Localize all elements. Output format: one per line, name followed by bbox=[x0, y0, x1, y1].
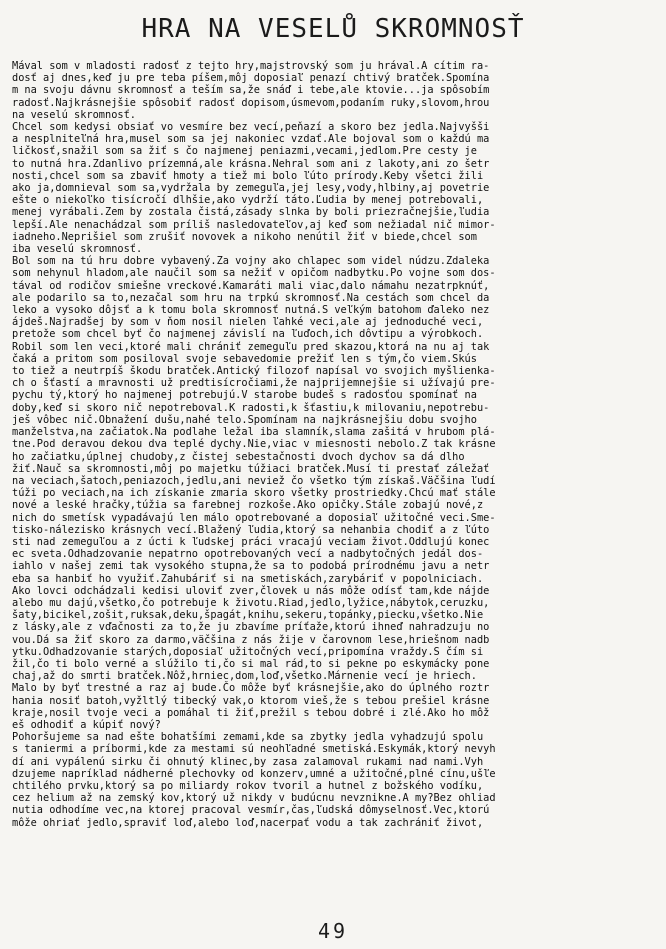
text-line: Bol som na tú hru dobre vybavený.Za vojny ako chlapec som videl núdzu.Zdaleka bbox=[12, 255, 490, 268]
text-line: radosť.Najkrásnejšie spôsobiť radosť dopisom,úsmevom,podaním ruky,slovom,hrou bbox=[12, 96, 490, 109]
text-line: dzujeme napríklad nádherné plechovky od konzerv,umné a užitočné,plné cínu,ušľe bbox=[12, 767, 496, 780]
text-line: to nutná hra.Zdanlivo prízemná,ale krásna.Nehral som ani z lakoty,ani zo šetr bbox=[12, 157, 490, 170]
text-line: túži po veciach,na ich získanie zmaria skoro všetky prostriedky.Chcú mať stále bbox=[12, 487, 496, 500]
text-line: menej vyrábali.Zem by zostala čistá,zásady slnka by boli priezračnejšie,ľudia bbox=[12, 206, 490, 219]
text-line: kraje,nosil tvoje veci a pomáhal ti žiť,prežil s tebou dobré i zlé.Ako ho môž bbox=[12, 706, 490, 719]
text-line: nové a leské hračky,túžia sa farebnej rozkoše.Ako opičky.Stále zobajú nové,z bbox=[12, 499, 484, 512]
text-line: Ako lovci odchádzali kedisi uloviť zver,človek u nás môže odísť tam,kde nájde bbox=[12, 584, 490, 597]
text-line: m na svoju dávnu skromnosť a teším sa,že snáď i tebe,ale ktovie...ja spôsobím bbox=[12, 84, 490, 97]
text-line: nich do smetísk vypadávajú len málo opotrebované a doposiaľ užitočné veci.Sme- bbox=[12, 511, 496, 524]
text-line: ešte o niekoľko tisícročí dlhšie,ako vydrží táto.Ľudia by menej potrebovali, bbox=[12, 194, 484, 207]
text-line: alebo mu dajú,všetko,čo potrebuje k životu.Riad,jedlo,lyžice,nábytok,ceruzku, bbox=[12, 596, 490, 609]
text-line: žiť.Nauč sa skromnosti,môj po majetku túžiaci bratček.Musí ti prestať záležať bbox=[12, 462, 490, 475]
text-line: nosti,chcel som sa zbaviť hmoty a tiež mi bolo ľúto prírody.Keby všetci žili bbox=[12, 169, 484, 182]
text-line: s taniermi a príbormi,kde za mestami sú neohľadné smetiská.Eskymák,ktorý nevyh bbox=[12, 743, 496, 756]
text-line: ájdeš.Najradšej by som v ňom nosil nielen ľahké veci,ale aj jednoduché veci, bbox=[12, 316, 484, 329]
text-line: na veciach,šatoch,peniazoch,jedlu,ani neviež čo všetko tým získaš.Väčšina ľudí bbox=[12, 474, 496, 487]
text-line: ješ vôbec nič.Obnažení dušu,nahé telo.Spomínam na najkrásnejšiu dobu svojho bbox=[12, 413, 477, 426]
text-line: Malo by byť trestné a raz aj bude.Čo môže byť krásnejšie,ako do úplného roztr bbox=[12, 682, 490, 695]
document-body bbox=[12, 60, 662, 920]
text-line: cez helium až na zemský kov,ktorý už nikdy v budúcnu nevznikne.A my?Bez ohliad bbox=[12, 792, 496, 805]
text-line: tne.Pod deravou dekou dva teplé dychy.Nie,viac v miesnosti nebolo.Z tak krásne bbox=[12, 438, 496, 451]
text-line: vou.Dá sa žiť skoro za darmo,väčšina z nás žije v čarovnom lese,hriešnom nadb bbox=[12, 633, 490, 646]
text-line: ale podarilo sa to,nezačal som hru na trpkú skromnosť.Na cestách som chcel da bbox=[12, 291, 490, 304]
text-line: pretože som chcel byť čo najmenej závislí na ľuďoch,ich dôvtipu a výrobkoch. bbox=[12, 328, 484, 341]
text-line: Robil som len veci,ktoré mali chrániť zemeguľu pred skazou,ktorá na nu aj tak bbox=[12, 340, 490, 353]
text-line: doby,keď si skoro nič nepotreboval.K radosti,k šťastiu,k milovaniu,nepotrebu- bbox=[12, 401, 490, 414]
document-title: HRA NA VESELŮ SKROMNOSŤ bbox=[141, 14, 525, 44]
text-line: Pohoršujeme sa nad ešte bohatšími zemami,kde sa zbytky jedla vyhadzujú spolu bbox=[12, 731, 484, 744]
text-line: lepší.Ale nenachádzal som príliš nasledovateľov,aj keď som nežiadal nič mimor- bbox=[12, 218, 496, 231]
text-line: sti nad zemeguľou a z úcti k ľudskej práci vracajú veciam život.Oddlujú konec bbox=[12, 535, 490, 548]
text-line: ytku.Odhadzovanie starých,doposiaľ užitočných vecí,pripomína vraždy.S čím si bbox=[12, 645, 484, 658]
text-line: chtilého prvku,ktorý sa po miliardy rokov tvoril a hutnel z božského vodíku, bbox=[12, 779, 484, 792]
text-line: môže ohriať jedlo,spraviť loď,alebo loď,nacerpať vodu a tak zachrániť život, bbox=[12, 816, 484, 829]
text-line: eš odhodiť a kúpiť nový? bbox=[12, 718, 161, 731]
text-line: iadneho.Neprišiel som zrušiť novovek a nikoho nenútil žiť v biede,chcel som bbox=[12, 230, 477, 243]
text-line: čaká a pritom som posiloval svoje sebavedomie prežiť len s tým,čo viem.Skús bbox=[12, 352, 477, 365]
text-line: pychu tý,ktorý ho najmenej potrebujú.V starobe budeš s radosťou spomínať na bbox=[12, 389, 477, 402]
text-line: Chcel som kedysi obsiať vo vesmíre bez vecí,peňazí a skoro bez jedla.Najvyšši bbox=[12, 121, 490, 134]
text-line: šaty,bicikel,zošit,ruksak,deku,špagát,knihu,sekeru,topánky,piecku,všetko.Nie bbox=[12, 609, 484, 622]
text-line: eba sa hanbiť ho využiť.Zahubáriť si na smetiskách,zarybáriť v popolniciach. bbox=[12, 572, 484, 585]
text-line: hania nosiť batoh,vyžltlý tibecký vak,o ktorom vieš,že s tebou prešiel krásne bbox=[12, 694, 490, 707]
text-line: to tiež a neutrpíš škodu bratček.Antický filozof napísal vo svojich myšlienka- bbox=[12, 365, 496, 378]
text-line: iahlo v našej zemi tak vysokého stupna,že sa to podobá prírodnému javu a netr bbox=[12, 560, 490, 573]
text-line: ličkosť,snažil som sa žiť s čo najmenej peniazmi,vecami,jedlom.Pre cesty je bbox=[12, 145, 477, 158]
text-line: nutia odhodíme vec,na ktorej pracoval vesmír,čas,ľudská dômyselnosť.Vec,ktorú bbox=[12, 804, 490, 817]
page-number: 49 bbox=[317, 919, 349, 943]
text-line: manželstva,na začiatok.Na podlahe ležal iba slamník,slama zašitá v hrubom plá- bbox=[12, 426, 496, 439]
text-line: Mával som v mladosti radosť z tejto hry,majstrovský som ju hrával.A cítim ra- bbox=[12, 60, 490, 72]
text-line: a nesplniteľná hra,musel som sa jej nakoniec vzdať.Ale bojoval som o každú ma bbox=[12, 133, 490, 146]
text-line: ch o šťastí a mravnosti už predtisícročiami,že najprijemnejšie si užívajú pre- bbox=[12, 377, 496, 390]
text-line: tával od rodičov smiešne vreckové.Kamaráti mali viac,dalo námahu nezatrpknúť, bbox=[12, 279, 490, 292]
text-line: z lásky,ale z vďačnosti za to,že ju zbavíme príťaže,ktorú ihneď nahradzuju no bbox=[12, 621, 490, 634]
text-line: ako ja,domnieval som sa,vydržala by zemeguľa,jej lesy,vody,hlbiny,aj povetrie bbox=[12, 182, 490, 195]
text-line: ec sveta.Odhadzovanie nepatrno opotrebovaných vecí a nadbytočných jedál dos- bbox=[12, 548, 484, 561]
text-line: tisko-nálezisko krásnych vecí.Blažený ľudia,ktorý sa nehanbia chodiť a z ľúto bbox=[12, 523, 490, 536]
text-line: dí ani vypálenú sirku či ohnutý klinec,by zasa zalamoval rukami nad nami.Vyh bbox=[12, 755, 484, 768]
text-line: na veselú skromnosť. bbox=[12, 108, 136, 121]
text-line: chaj,až do smrti bratček.Nôž,hrniec,dom,loď,všetko.Márnenie vecí je hriech. bbox=[12, 670, 477, 683]
text-line: dosť aj dnes,keď ju pre teba píšem,môj doposiaľ penazí chtivý bratček.Spomína bbox=[12, 72, 490, 85]
text-line: ho začiatku,úplnej chudoby,z čistej sebestačnosti dvoch dychov sa dá dlho bbox=[12, 450, 465, 463]
text-line: leko a vysoko dôjsť a k tomu bola skromnosť nutná.S veľkým batohom ďaleko nez bbox=[12, 304, 490, 317]
text-line: iba veselú skromnosť. bbox=[12, 243, 143, 256]
text-line: som nehynul hladom,ale naučil som sa nežiť v opičom nadbytku.Po vojne som dos- bbox=[12, 267, 496, 280]
text-line: žil,čo ti bolo verné a slúžilo ti,čo si mal rád,to si pekne po eskymácky pone bbox=[12, 657, 490, 670]
